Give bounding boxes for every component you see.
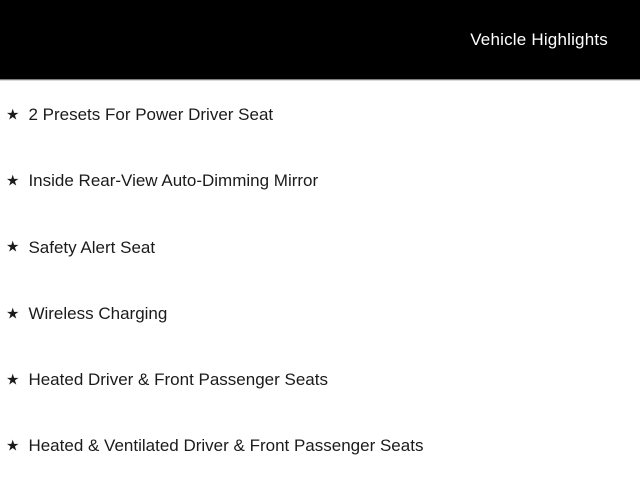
- star-icon: ★: [6, 238, 20, 256]
- list-item: [0, 82, 640, 148]
- star-icon: ★: [6, 305, 20, 323]
- highlight-label: Inside Rear-View Auto-Dimming Mirror: [28, 171, 319, 191]
- star-icon: ★: [6, 437, 20, 455]
- highlights-list: [0, 82, 640, 480]
- list-item: [0, 215, 640, 281]
- highlight-label: Heated & Ventilated Driver & Front Passenger Seats: [28, 436, 424, 456]
- star-icon: ★: [6, 172, 20, 190]
- list-item: [0, 347, 640, 413]
- star-icon: ★: [6, 371, 20, 389]
- header-bar: [0, 0, 640, 80]
- star-icon: ★: [6, 106, 20, 124]
- page-title: Vehicle Highlights: [470, 29, 608, 49]
- highlight-label: Wireless Charging: [28, 303, 168, 323]
- highlight-label: Safety Alert Seat: [28, 237, 156, 257]
- highlight-label: Heated Driver & Front Passenger Seats: [28, 370, 328, 390]
- highlight-label: 2 Presets For Power Driver Seat: [28, 104, 274, 124]
- list-item: [0, 281, 640, 347]
- list-item: [0, 148, 640, 214]
- list-item: [0, 413, 640, 479]
